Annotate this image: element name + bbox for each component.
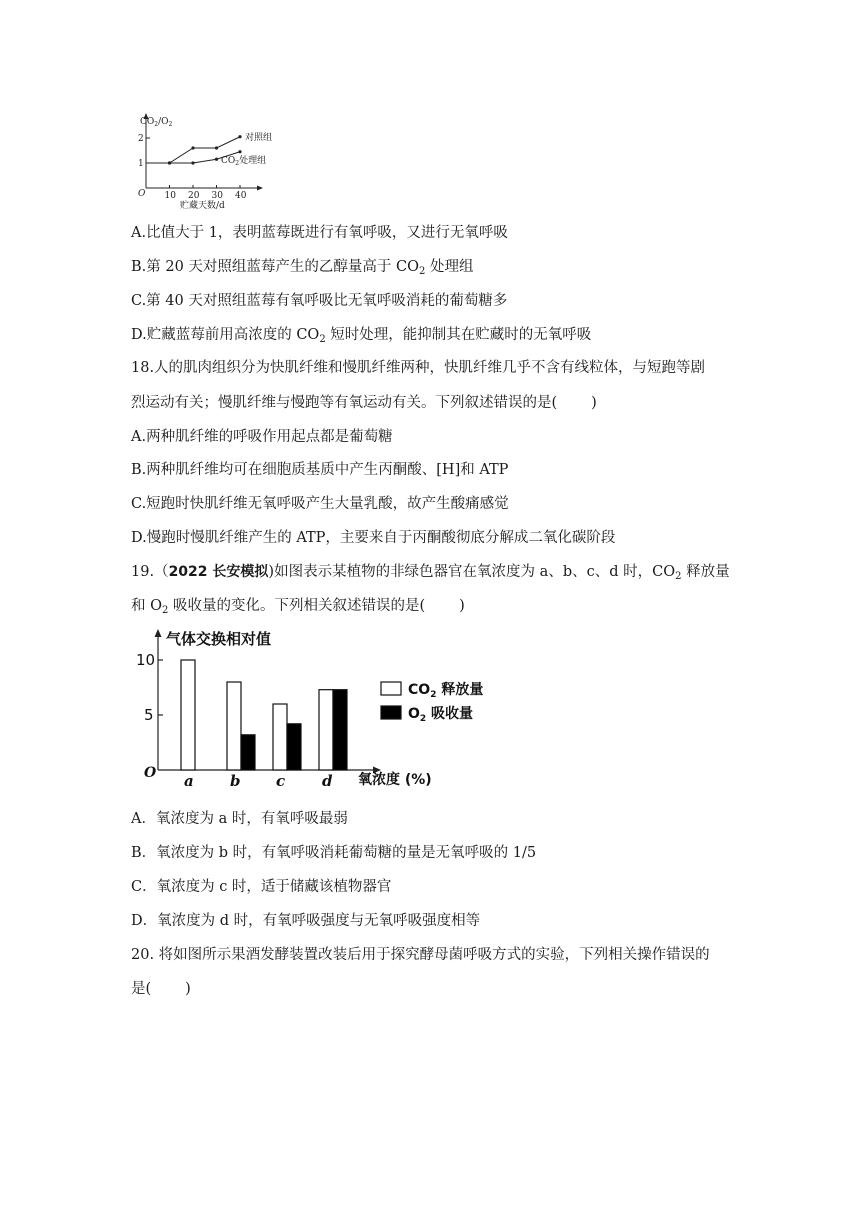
y-tick-label: 5 xyxy=(144,706,154,724)
q19-stem-line1 xyxy=(131,562,730,582)
legend-label-co2 xyxy=(408,681,483,700)
origin-label: O xyxy=(144,765,157,781)
q20-paren-close: ) xyxy=(185,981,191,997)
data-point xyxy=(191,161,194,164)
category-labels xyxy=(184,772,333,790)
q18-option-d: D.慢跑时慢肌纤维产生的 ATP，主要来自于丙酮酸彻底分解成二氧化碳阶段 xyxy=(131,530,616,546)
q18-option-c: C.短跑时快肌纤维无氧呼吸产生大量乳酸，故产生酸痛感觉 xyxy=(131,496,509,512)
q19-number: 19.（ xyxy=(131,564,169,580)
q17-option-b-post: 处理组 xyxy=(425,259,474,275)
q18-paren-close: ) xyxy=(591,395,597,411)
q17-option-c: C.第 40 天对照组蓝莓有氧呼吸比无氧呼吸消耗的葡萄糖多 xyxy=(131,293,508,309)
legend-swatch-co2 xyxy=(381,682,401,695)
legend-co2-tail: 释放量 xyxy=(436,682,484,698)
bar-c-0 xyxy=(273,704,287,770)
q19-stem-line2 xyxy=(131,596,465,616)
q19-option-a: A．氧浓度为 a 时，有氧呼吸最弱 xyxy=(131,811,348,827)
legend-co2-main: CO xyxy=(221,156,236,166)
x-tick-label: 40 xyxy=(235,191,247,201)
bar-c-1 xyxy=(287,724,301,770)
y-tick-label: 2 xyxy=(138,134,144,144)
legend-swatch-o2 xyxy=(381,706,401,719)
category-label: b xyxy=(230,772,241,790)
data-point xyxy=(168,161,171,164)
legend-o2-tail: 吸收量 xyxy=(426,706,474,722)
y-axis-label-sub2: 2 xyxy=(168,121,173,128)
legend-label-control: 对照组 xyxy=(245,133,273,143)
q19-stem-sub: 2 xyxy=(675,571,682,582)
x-axis-label: 贮藏天数/d xyxy=(180,201,225,211)
data-point xyxy=(215,158,218,161)
bar-b-0 xyxy=(227,682,241,770)
q17-option-d xyxy=(131,325,591,345)
q18-option-b: B.两种肌纤维均可在细胞质基质中产生丙酮酸、[H]和 ATP xyxy=(131,462,509,478)
q19-stem-tail: 释放量 xyxy=(681,564,730,580)
q20-stem-line2 xyxy=(131,979,191,999)
q18-stem-line1: 18.人的肌肉组织分为快肌纤维和慢肌纤维两种，快肌纤维几乎不含有线粒体，与短跑等剧 xyxy=(131,360,706,376)
q19-paren-close: ) xyxy=(459,598,465,614)
x-tick-label: 20 xyxy=(188,191,200,201)
q19-option-c: C．氧浓度为 c 时，适于储藏该植物器官 xyxy=(131,879,392,895)
x-axis-label: 氧浓度 (%) xyxy=(358,772,432,788)
line-chart-co2-o2 xyxy=(128,108,288,214)
bar-b-1 xyxy=(241,735,255,770)
q19-source: 2022 长安模拟 xyxy=(168,564,269,580)
x-tick-label: 10 xyxy=(164,191,176,201)
q19-line2-pre: 和 O xyxy=(131,598,162,614)
legend-co2-tail: 处理组 xyxy=(239,156,267,166)
x-tick-label: 30 xyxy=(211,191,223,201)
q17-option-a: A.比值大于 1，表明蓝莓既进行有氧呼吸，又进行无氧呼吸 xyxy=(131,225,508,241)
q17-option-d-pre: D.贮藏蓝莓前用高浓度的 CO xyxy=(131,327,320,343)
q19-option-b: B．氧浓度为 b 时，有氧呼吸消耗葡萄糖的量是无氧呼吸的 1/5 xyxy=(131,845,537,861)
legend-o2-main: O xyxy=(408,706,420,722)
q20-line2-pre: 是( xyxy=(131,981,152,997)
data-point xyxy=(191,146,194,149)
y-axis-label-tail: /O xyxy=(158,117,169,127)
y-axis-label-main: CO xyxy=(140,117,155,127)
y-axis-label xyxy=(140,117,173,128)
q20-stem-line1: 20. 将如图所示果酒发酵装置改装后用于探究酵母菌呼吸方式的实验，下列相关操作错误的 xyxy=(131,947,710,963)
axis-ticks xyxy=(136,651,163,724)
q17-option-d-post: 短时处理，能抑制其在贮藏时的无氧呼吸 xyxy=(325,327,592,343)
legend-co2-sub: 2 xyxy=(235,160,240,167)
legend-label-o2 xyxy=(408,705,473,724)
q19-option-d: D．氧浓度为 d 时，有氧呼吸强度与无氧呼吸强度相等 xyxy=(131,913,481,929)
axis-ticks xyxy=(138,134,247,201)
q19-stem-text: )如图表示某植物的非绿色器官在氧浓度为 a、b、c、d 时，CO xyxy=(268,564,676,580)
q17-option-b xyxy=(131,257,474,277)
x-axis-arrow xyxy=(257,186,263,191)
bar-d-0 xyxy=(319,690,333,770)
category-label: d xyxy=(322,772,333,790)
q18-stem-line2 xyxy=(131,393,597,413)
q19-line2-sub: 2 xyxy=(162,605,169,616)
y-axis-arrow xyxy=(155,629,162,637)
data-point xyxy=(215,146,218,149)
y-axis-label-sub: 2 xyxy=(154,121,159,128)
legend-co2-sub: 2 xyxy=(430,690,437,700)
data-point xyxy=(238,135,241,138)
category-label: a xyxy=(184,772,194,790)
y-axis-label: 气体交换相对值 xyxy=(166,630,272,648)
q17-option-b-sub: 2 xyxy=(419,266,426,277)
legend-label-co2 xyxy=(221,154,266,167)
category-label: c xyxy=(276,772,286,790)
q17-option-b-pre: B.第 20 天对照组蓝莓产生的乙醇量高于 CO xyxy=(131,259,420,275)
bar-chart-gas-exchange xyxy=(138,624,508,796)
data-point xyxy=(238,150,241,153)
q18-stem-line2-text: 烈运动有关；慢肌纤维与慢跑等有氧运动有关。下列叙述错误的是( xyxy=(131,395,558,411)
y-tick-label: 1 xyxy=(138,159,144,169)
q18-option-a: A.两种肌纤维的呼吸作用起点都是葡萄糖 xyxy=(131,429,393,445)
legend-o2-sub: 2 xyxy=(419,714,427,724)
q17-option-d-sub: 2 xyxy=(319,334,326,345)
q19-line2-mid: 吸收量的变化。下列相关叙述错误的是( xyxy=(168,598,426,614)
legend-co2-main: CO xyxy=(408,682,431,698)
bar-a-0 xyxy=(181,660,195,770)
bar-d-1 xyxy=(333,690,347,770)
bars xyxy=(181,660,347,770)
origin-label: O xyxy=(138,189,146,199)
y-tick-label: 10 xyxy=(136,651,156,669)
